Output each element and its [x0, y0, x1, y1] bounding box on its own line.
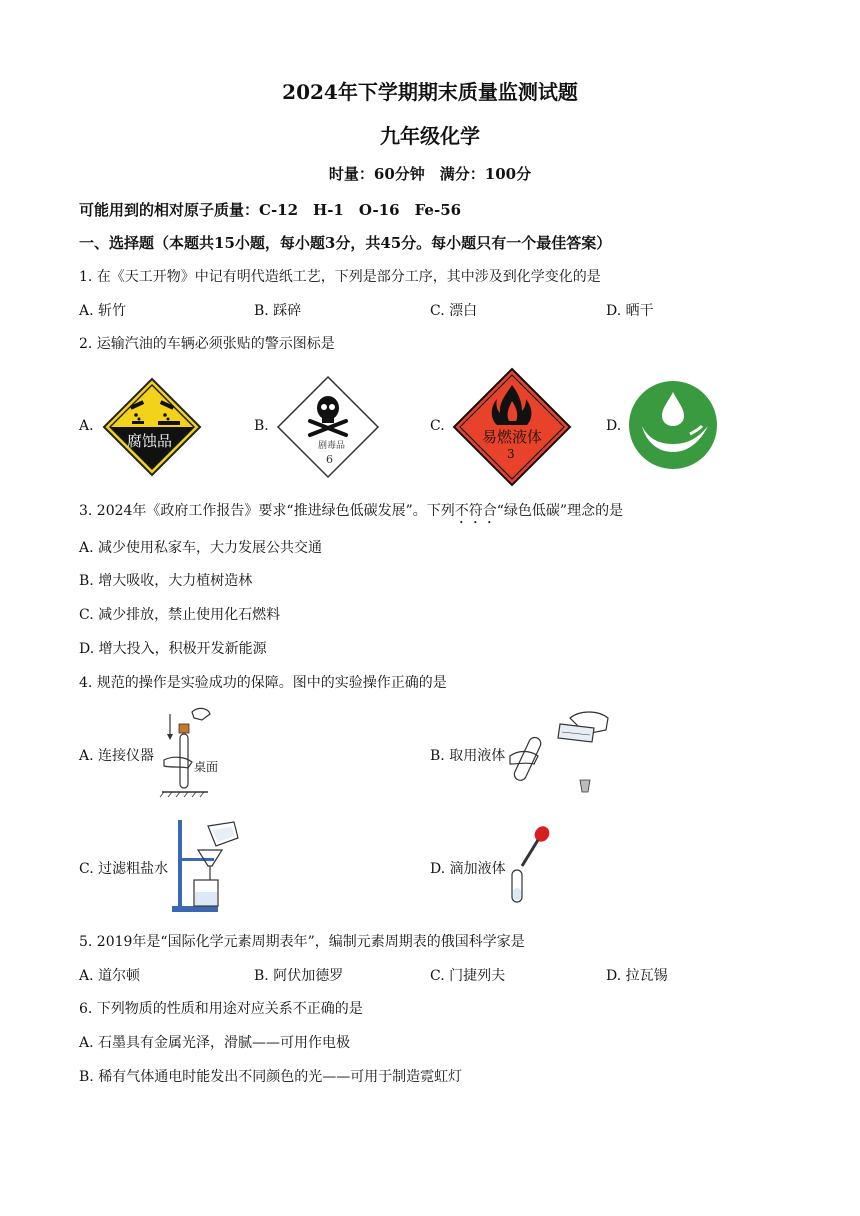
q5-option-a[interactable]: A. 道尔顿	[79, 968, 141, 984]
flammable-sign-number: 3	[507, 447, 515, 461]
dropper-figure	[508, 824, 556, 906]
q3-option-d[interactable]: D. 增大投入，积极开发新能源	[79, 641, 267, 657]
atomic-masses: 可能用到的相对原子质量：C-12 H-1 O-16 Fe-56	[79, 201, 462, 219]
q2-stem: 2. 运输汽油的车辆必须张贴的警示图标是	[79, 336, 335, 352]
exam-meta: 时量：60分钟 满分：100分	[328, 165, 532, 183]
q3-option-b[interactable]: B. 增大吸收，大力植树造林	[79, 573, 253, 589]
q1-option-a[interactable]: A. 斩竹	[79, 303, 127, 319]
q5-option-c[interactable]: C. 门捷列夫	[430, 968, 506, 984]
q3-option-c[interactable]: C. 减少排放，禁止使用化石燃料	[79, 607, 281, 623]
q4-option-b[interactable]: B. 取用液体	[430, 748, 506, 764]
exam-subject: 九年级化学	[380, 124, 480, 148]
q4-option-d[interactable]: D. 滴加液体	[430, 861, 506, 877]
section-heading: 一、选择题（本题共15小题，每小题3分，共45分。每小题只有一个最佳答案）	[79, 234, 612, 252]
desk-label: 桌面	[194, 760, 219, 774]
recycle-water-icon	[628, 380, 718, 470]
q2-option-c[interactable]: C.	[430, 418, 445, 434]
q5-option-b[interactable]: B. 阿伏加德罗	[254, 968, 344, 984]
q1-option-c[interactable]: C. 漂白	[430, 303, 478, 319]
q2-option-d[interactable]: D.	[606, 418, 622, 434]
q6-option-a[interactable]: A. 石墨具有金属光泽，滑腻——可用作电极	[79, 1035, 351, 1051]
q3-stem	[79, 500, 623, 527]
q6-option-b[interactable]: B. 稀有气体通电时能发出不同颜色的光——可用于制造霓虹灯	[79, 1069, 463, 1085]
q1-option-b[interactable]: B. 踩碎	[254, 303, 302, 319]
q4-option-a[interactable]: A. 连接仪器	[79, 748, 155, 764]
q4-option-c[interactable]: C. 过滤粗盐水	[79, 861, 169, 877]
flammable-sign-label: 易燃液体	[482, 428, 543, 446]
q4-stem: 4. 规范的操作是实验成功的保障。图中的实验操作正确的是	[79, 675, 447, 691]
q2-option-a[interactable]: A.	[79, 418, 94, 434]
pour-liquid-figure	[510, 708, 614, 802]
toxic-sign-label: 剧毒品	[318, 441, 346, 451]
connect-apparatus-figure	[162, 706, 232, 798]
q5-stem: 5. 2019年是“国际化学元素周期表年”，编制元素周期表的俄国科学家是	[79, 934, 525, 950]
q3-stem-after: “绿色低碳”理念的是	[496, 503, 624, 519]
q3-stem-before: 3. 2024年《政府工作报告》要求“推进绿色低碳发展”。下列	[79, 503, 455, 519]
q3-option-a[interactable]: A. 减少使用私家车，大力发展公共交通	[79, 540, 323, 556]
corrosive-sign-label: 腐蚀品	[127, 432, 173, 450]
corrosive-sign-icon	[102, 377, 202, 477]
toxic-sign-number: 6	[326, 453, 333, 466]
q1-option-d[interactable]: D. 晒干	[606, 303, 654, 319]
q6-stem: 6. 下列物质的性质和用途对应关系不正确的是	[79, 1001, 363, 1017]
exam-title: 2024年下学期期末质量监测试题	[282, 80, 578, 104]
q1-stem: 1. 在《天工开物》中记有明代造纸工艺，下列是部分工序，其中涉及到化学变化的是	[79, 269, 601, 285]
q5-option-d[interactable]: D. 拉瓦锡	[606, 968, 668, 984]
filtration-figure	[172, 818, 246, 914]
q2-option-b[interactable]: B.	[254, 418, 269, 434]
q3-stem-emphasis: 不符合	[454, 503, 497, 519]
